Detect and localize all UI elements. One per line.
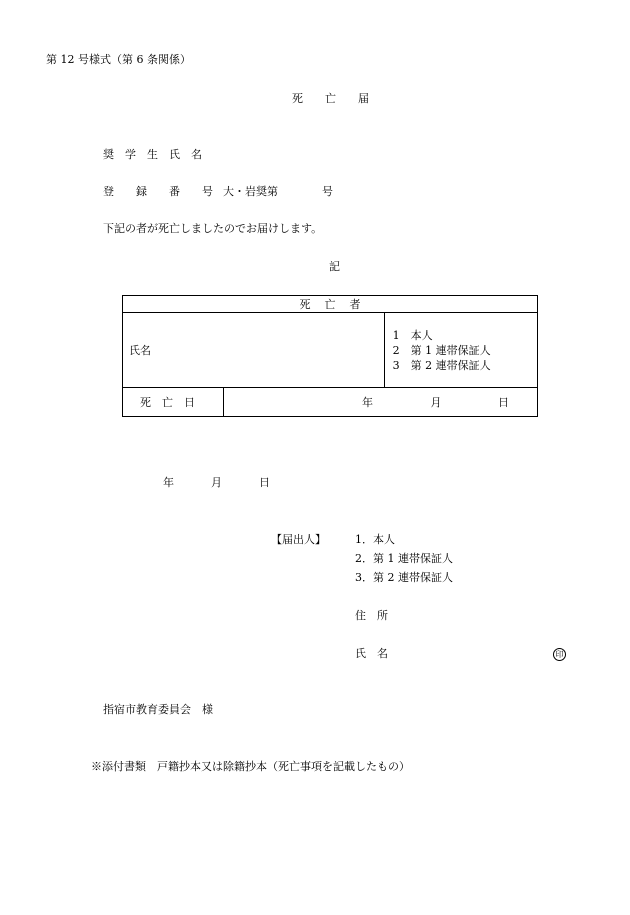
form-number: 第 12 号様式（第 6 条関係） xyxy=(46,53,191,66)
applicant-option: 2．第 1 連帯保証人 xyxy=(355,552,453,565)
death-date-label: 死亡日 xyxy=(123,388,224,417)
applicant-option: 1．本人 xyxy=(355,533,395,546)
student-name-label: 奨 学 生 氏 名 xyxy=(103,148,202,161)
filing-year: 年 xyxy=(163,476,174,489)
applicant-option: 3．第 2 連帯保証人 xyxy=(355,571,453,584)
deceased-name-cell xyxy=(123,313,385,388)
applicant-label: 【届出人】 xyxy=(271,533,326,546)
registration-number-label: 登 録 番 号 xyxy=(103,185,213,198)
filing-month: 月 xyxy=(211,476,222,489)
address-label: 住 所 xyxy=(355,609,388,622)
death-table-header: 死亡者 xyxy=(123,296,538,313)
filing-day: 日 xyxy=(259,476,270,489)
death-day: 日 xyxy=(498,396,509,409)
registration-number-value: 大・岩奨第 号 xyxy=(223,185,333,198)
relation-option: 1 本人 xyxy=(392,328,433,342)
death-month: 月 xyxy=(430,396,442,409)
death-table xyxy=(122,295,538,417)
attachment-note: ※添付書類 戸籍抄本又は除籍抄本（死亡事項を記載したもの） xyxy=(91,760,410,773)
death-year: 年 xyxy=(362,396,373,409)
seal-icon: 印 xyxy=(553,648,566,661)
applicant-name-label: 氏 名 xyxy=(355,647,388,660)
death-date-value xyxy=(224,388,538,417)
relation-options xyxy=(384,313,537,388)
ki-label: 記 xyxy=(329,260,340,273)
addressee: 指宿市教育委員会 様 xyxy=(103,703,213,716)
relation-option: 2 第 1 連帯保証人 xyxy=(392,343,491,357)
deceased-name-label: 氏名 xyxy=(129,344,151,357)
notice-text: 下記の者が死亡しましたのでお届けします。 xyxy=(103,222,323,235)
relation-option: 3 第 2 連帯保証人 xyxy=(392,358,491,372)
page-title: 死 亡 届 xyxy=(292,92,369,105)
